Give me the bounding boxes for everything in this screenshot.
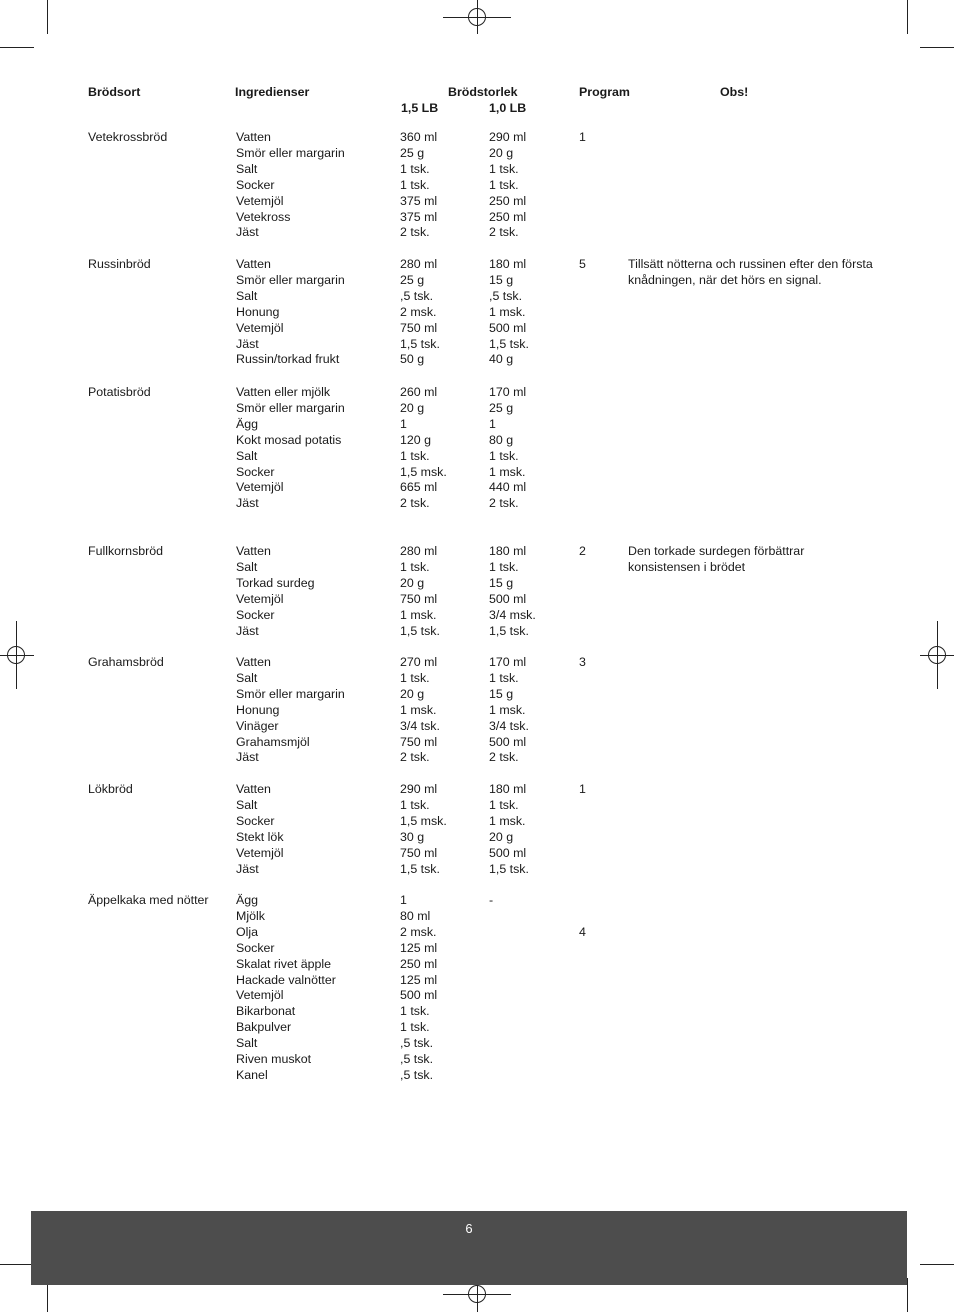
- amount-1-5-lb: 1: [400, 893, 407, 907]
- obs-note: Tillsätt nötterna och russinen efter den första knådningen, när det hörs en signal.: [628, 257, 873, 287]
- amount-1-0-lb: 2 tsk.: [489, 496, 519, 511]
- amount-1-5-lb: 20 g: [400, 686, 425, 701]
- ingredient-name: Vetemjöl: [236, 480, 284, 495]
- header-obs: Obs!: [720, 85, 749, 99]
- ingredient-name: Jäst: [236, 861, 259, 876]
- ingredient-name: Skalat rivet äpple: [236, 956, 332, 971]
- amount-1-0-lb: 170 ml: [489, 655, 527, 669]
- ingredient-name: Smör eller margarin: [236, 686, 345, 701]
- ingredient-name: Vatten: [236, 544, 271, 558]
- amount-1-5-lb: 360 ml: [400, 130, 438, 144]
- ingredient-name: Grahamsmjöl: [236, 734, 310, 749]
- amount-1-0-lb: 3/4 tsk.: [489, 718, 529, 733]
- amount-1-5-lb: 1,5 tsk.: [400, 623, 440, 638]
- ingredient-name: Vatten: [236, 782, 271, 796]
- amount-1-0-lb: 1 msk.: [489, 702, 526, 717]
- header-size-b: 1,0 LB: [489, 101, 527, 115]
- amount-1-5-lb: ,5 tsk.: [400, 288, 434, 303]
- crop-mark: [907, 1278, 908, 1312]
- header-brodsort: Brödsort: [88, 85, 141, 99]
- amount-1-0-lb: 1 tsk.: [489, 559, 519, 574]
- page-number: 6: [465, 1221, 473, 1236]
- amount-1-5-lb: 375 ml: [400, 209, 438, 224]
- amount-1-5-lb: ,5 tsk.: [400, 1067, 434, 1082]
- amount-1-0-lb: 1: [489, 416, 496, 431]
- ingredient-name: Vetekross: [236, 209, 291, 224]
- bread-name: Grahamsbröd: [88, 655, 164, 669]
- amount-1-5-lb: 20 g: [400, 575, 425, 590]
- amount-1-5-lb: 500 ml: [400, 988, 438, 1003]
- header-brodstorlek: Brödstorlek: [448, 85, 518, 99]
- amount-1-5-lb: 80 ml: [400, 908, 431, 923]
- crop-mark: [920, 1264, 954, 1265]
- ingredient-name: Vatten: [236, 130, 271, 144]
- amount-1-5-lb: ,5 tsk.: [400, 1036, 434, 1051]
- program-number: 5: [579, 257, 586, 271]
- amount-1-0-lb: 40 g: [489, 352, 514, 367]
- crop-mark: [920, 47, 954, 48]
- obs-note: Den torkade surdegen förbättrar konsistensen i brödet: [628, 544, 805, 574]
- ingredient-name: Vatten: [236, 257, 271, 271]
- ingredient-name: Salt: [236, 448, 258, 463]
- header-ingredienser: Ingredienser: [235, 85, 310, 99]
- amount-1-0-lb: 20 g: [489, 829, 514, 844]
- amount-1-5-lb: 1 tsk.: [400, 448, 430, 463]
- ingredient-name: Socker: [236, 940, 275, 955]
- amount-1-5-lb: 125 ml: [400, 972, 438, 987]
- ingredient-name: Olja: [236, 924, 259, 939]
- ingredient-name: Ägg: [236, 416, 259, 431]
- ingredient-name: Torkad surdeg: [236, 575, 315, 590]
- ingredient-name: Russin/torkad frukt: [236, 352, 340, 367]
- ingredient-name: Smör eller margarin: [236, 272, 345, 287]
- ingredient-name: Socker: [236, 813, 275, 828]
- ingredient-name: Vetemjöl: [236, 193, 284, 208]
- ingredient-name: Honung: [236, 304, 280, 319]
- ingredient-name: Vinäger: [236, 718, 279, 733]
- ingredient-name: Bakpulver: [236, 1020, 292, 1035]
- ingredient-name: Jäst: [236, 225, 259, 240]
- bread-name: Vetekrossbröd: [88, 130, 168, 144]
- amount-1-0-lb: 2 tsk.: [489, 750, 519, 765]
- amount-1-5-lb: 2 tsk.: [400, 225, 430, 240]
- amount-1-0-lb: 1 tsk.: [489, 161, 519, 176]
- amount-1-5-lb: 260 ml: [400, 385, 438, 399]
- ingredient-name: Honung: [236, 702, 280, 717]
- ingredient-name: Salt: [236, 1036, 258, 1051]
- footer-band: [31, 1211, 907, 1285]
- ingredient-name: Kanel: [236, 1067, 268, 1082]
- amount-1-5-lb: 2 tsk.: [400, 750, 430, 765]
- amount-1-5-lb: 375 ml: [400, 193, 438, 208]
- ingredient-name: Socker: [236, 607, 275, 622]
- amount-1-5-lb: 30 g: [400, 829, 425, 844]
- amount-1-5-lb: 1,5 msk.: [400, 813, 447, 828]
- header-program: Program: [579, 85, 630, 99]
- amount-1-5-lb: 750 ml: [400, 320, 438, 335]
- amount-1-0-lb: ,5 tsk.: [489, 288, 523, 303]
- amount-1-5-lb: 250 ml: [400, 956, 438, 971]
- amount-1-5-lb: 750 ml: [400, 591, 438, 606]
- amount-1-0-lb: 3/4 msk.: [489, 607, 536, 622]
- amount-1-5-lb: 2 tsk.: [400, 496, 430, 511]
- program-number: 4: [579, 924, 586, 939]
- crop-mark: [0, 1264, 34, 1265]
- ingredient-name: Riven muskot: [236, 1052, 312, 1066]
- amount-1-5-lb: 270 ml: [400, 655, 438, 669]
- amount-1-5-lb: 280 ml: [400, 544, 438, 558]
- amount-1-0-lb: 1,5 tsk.: [489, 623, 529, 638]
- bread-name: Fullkornsbröd: [88, 544, 164, 558]
- ingredient-name: Salt: [236, 559, 258, 574]
- amount-1-0-lb: 1 tsk.: [489, 797, 519, 812]
- amount-1-0-lb: 15 g: [489, 272, 514, 287]
- amount-1-5-lb: 1 msk.: [400, 702, 437, 717]
- amount-1-0-lb: 250 ml: [489, 193, 527, 208]
- registration-circle: [468, 8, 486, 26]
- amount-1-0-lb: 1 msk.: [489, 464, 526, 479]
- ingredient-name: Vetemjöl: [236, 845, 284, 860]
- amount-1-0-lb: 1 tsk.: [489, 670, 519, 685]
- amount-1-5-lb: 20 g: [400, 400, 425, 415]
- ingredient-name: Jäst: [236, 336, 259, 351]
- amount-1-5-lb: 290 ml: [400, 782, 438, 796]
- ingredient-name: Salt: [236, 288, 258, 303]
- ingredient-name: Mjölk: [236, 908, 265, 923]
- bread-name: Russinbröd: [88, 257, 151, 271]
- amount-1-5-lb: 125 ml: [400, 940, 438, 955]
- crop-mark: [907, 0, 908, 34]
- amount-1-5-lb: 665 ml: [400, 480, 438, 495]
- ingredient-name: Salt: [236, 797, 258, 812]
- ingredient-name: Vatten eller mjölk: [236, 385, 331, 399]
- program-number: 1: [579, 130, 586, 144]
- ingredient-name: Vetemjöl: [236, 988, 284, 1003]
- amount-1-0-lb: 290 ml: [489, 130, 527, 144]
- amount-1-0-lb: 250 ml: [489, 209, 527, 224]
- program-number: 2: [579, 544, 586, 558]
- bread-name: Äppelkaka med nötter: [88, 893, 209, 907]
- ingredient-name: Smör eller margarin: [236, 400, 345, 415]
- bread-name: Lökbröd: [88, 782, 133, 796]
- program-number: 1: [579, 782, 586, 796]
- amount-1-0-lb: 180 ml: [489, 544, 527, 558]
- amount-1-5-lb: 1 tsk.: [400, 1004, 430, 1019]
- registration-circle: [928, 646, 946, 664]
- ingredient-name: Vetemjöl: [236, 591, 284, 606]
- amount-1-5-lb: 25 g: [400, 272, 425, 287]
- amount-1-5-lb: 1 tsk.: [400, 559, 430, 574]
- registration-circle: [468, 1285, 486, 1303]
- ingredient-name: Socker: [236, 177, 275, 192]
- ingredient-name: Vetemjöl: [236, 320, 284, 335]
- amount-1-5-lb: 750 ml: [400, 845, 438, 860]
- amount-1-0-lb: 20 g: [489, 145, 514, 160]
- amount-1-0-lb: 1 tsk.: [489, 448, 519, 463]
- amount-1-0-lb: 170 ml: [489, 385, 527, 399]
- amount-1-5-lb: 280 ml: [400, 257, 438, 271]
- ingredient-name: Jäst: [236, 496, 259, 511]
- amount-1-0-lb: 2 tsk.: [489, 225, 519, 240]
- bread-name: Potatisbröd: [88, 385, 151, 399]
- ingredient-name: Smör eller margarin: [236, 145, 345, 160]
- amount-1-0-lb: -: [489, 893, 494, 907]
- amount-1-0-lb: 80 g: [489, 432, 514, 447]
- amount-1-0-lb: 500 ml: [489, 591, 527, 606]
- ingredient-name: Bikarbonat: [236, 1004, 296, 1019]
- amount-1-0-lb: 15 g: [489, 686, 514, 701]
- ingredient-name: Jäst: [236, 623, 259, 638]
- amount-1-5-lb: 120 g: [400, 432, 432, 447]
- amount-1-0-lb: 180 ml: [489, 782, 527, 796]
- amount-1-5-lb: 1,5 tsk.: [400, 336, 440, 351]
- amount-1-5-lb: 1,5 tsk.: [400, 861, 440, 876]
- amount-1-5-lb: 1,5 msk.: [400, 464, 447, 479]
- amount-1-0-lb: 500 ml: [489, 320, 527, 335]
- ingredient-name: Salt: [236, 161, 258, 176]
- amount-1-0-lb: 1 msk.: [489, 304, 526, 319]
- amount-1-0-lb: 1 msk.: [489, 813, 526, 828]
- amount-1-0-lb: 1,5 tsk.: [489, 861, 529, 876]
- amount-1-5-lb: 1 tsk.: [400, 177, 430, 192]
- amount-1-5-lb: 3/4 tsk.: [400, 718, 440, 733]
- amount-1-5-lb: 1 tsk.: [400, 1020, 430, 1035]
- ingredient-name: Ägg: [236, 893, 259, 907]
- program-number: 3: [579, 655, 586, 669]
- amount-1-5-lb: 1 tsk.: [400, 670, 430, 685]
- amount-1-5-lb: ,5 tsk.: [400, 1052, 434, 1066]
- amount-1-0-lb: 180 ml: [489, 257, 527, 271]
- amount-1-0-lb: 1,5 tsk.: [489, 336, 529, 351]
- amount-1-0-lb: 500 ml: [489, 845, 527, 860]
- ingredient-name: Salt: [236, 670, 258, 685]
- amount-1-5-lb: 1 tsk.: [400, 797, 430, 812]
- amount-1-5-lb: 1 msk.: [400, 607, 437, 622]
- crop-mark: [0, 47, 34, 48]
- amount-1-0-lb: 25 g: [489, 400, 514, 415]
- ingredient-name: Socker: [236, 464, 275, 479]
- registration-circle: [7, 646, 25, 664]
- amount-1-0-lb: 1 tsk.: [489, 177, 519, 192]
- amount-1-5-lb: 1: [400, 416, 407, 431]
- amount-1-0-lb: 15 g: [489, 575, 514, 590]
- amount-1-5-lb: 2 msk.: [400, 304, 437, 319]
- amount-1-0-lb: 500 ml: [489, 734, 527, 749]
- amount-1-5-lb: 25 g: [400, 145, 425, 160]
- amount-1-5-lb: 50 g: [400, 352, 425, 367]
- amount-1-0-lb: 440 ml: [489, 480, 527, 495]
- crop-mark: [47, 0, 48, 34]
- amount-1-5-lb: 1 tsk.: [400, 161, 430, 176]
- ingredient-name: Jäst: [236, 750, 259, 765]
- ingredient-name: Stekt lök: [236, 829, 284, 844]
- ingredient-name: Vatten: [236, 655, 271, 669]
- amount-1-5-lb: 750 ml: [400, 734, 438, 749]
- header-size-a: 1,5 LB: [401, 101, 439, 115]
- ingredient-name: Kokt mosad potatis: [236, 432, 342, 447]
- amount-1-5-lb: 2 msk.: [400, 924, 437, 939]
- ingredient-name: Hackade valnötter: [236, 972, 336, 987]
